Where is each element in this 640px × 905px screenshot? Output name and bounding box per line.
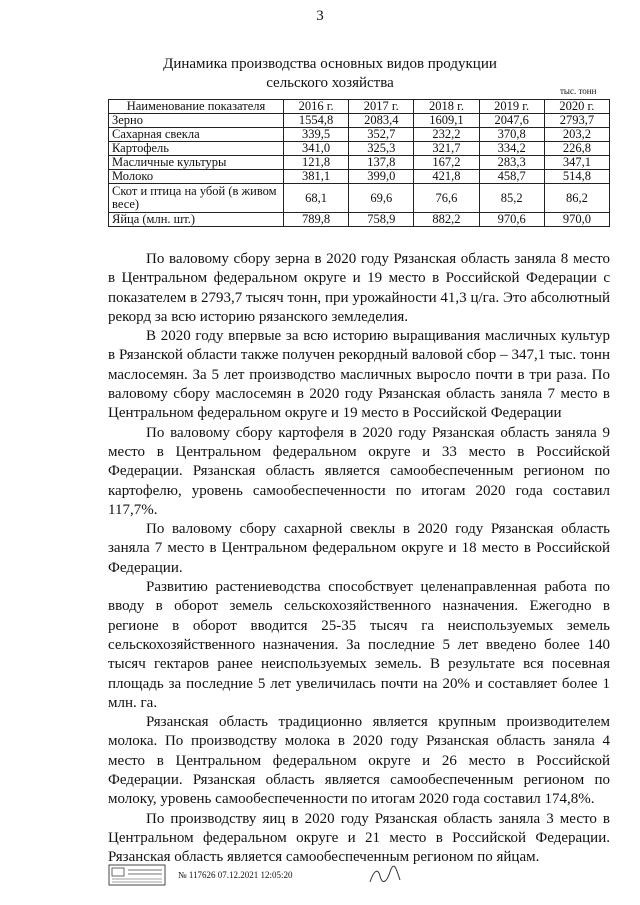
cell-value: 458,7 [479, 170, 544, 184]
table-title-line-2: сельского хозяйства [266, 75, 394, 91]
cell-value: 283,3 [479, 156, 544, 170]
cell-value: 232,2 [414, 128, 479, 142]
cell-value: 2793,7 [544, 114, 609, 128]
cell-value: 347,1 [544, 156, 609, 170]
header-indicator: Наименование показателя [109, 100, 284, 114]
table-row [109, 156, 610, 170]
row-label: Зерно [109, 114, 284, 128]
page-number: 3 [316, 8, 324, 24]
cell-value: 421,8 [414, 170, 479, 184]
header-year-2017: 2017 г. [349, 100, 414, 114]
cell-value: 69,6 [349, 184, 414, 213]
cell-value: 85,2 [479, 184, 544, 213]
paragraph-eggs: По производству яиц в 2020 году Рязанская область заняла 3 место в Центральном федеральном округе и 21 место в Российской Федерации. Рязанская область является самообеспеченным регионом по яйцам. [108, 810, 610, 866]
cell-value: 325,3 [349, 142, 414, 156]
cell-value: 2083,4 [349, 114, 414, 128]
cell-value: 381,1 [284, 170, 349, 184]
table-title [130, 55, 530, 93]
cell-value: 882,2 [414, 213, 479, 227]
cell-value: 2047,6 [479, 114, 544, 128]
cell-value: 370,8 [479, 128, 544, 142]
cell-value: 758,9 [349, 213, 414, 227]
table-row [109, 114, 610, 128]
cell-value: 1609,1 [414, 114, 479, 128]
body-text [108, 250, 610, 868]
cell-value: 970,0 [544, 213, 609, 227]
row-label: Яйца (млн. шт.) [109, 213, 284, 227]
cell-value: 321,7 [414, 142, 479, 156]
cell-value: 76,6 [414, 184, 479, 213]
cell-value: 121,8 [284, 156, 349, 170]
cell-value: 137,8 [349, 156, 414, 170]
header-year-2018: 2018 г. [414, 100, 479, 114]
paragraph-oilseeds: В 2020 году впервые за всю историю выращивания масличных культур в Рязанской области также получен рекордный валовой сбор – 347,1 тыс. тонн маслосемян. За 5 лет производство масличных выросло почти в три раза. По валовому сбору маслосемян в 2020 году Рязанская область заняла 7 место в Центральном федеральном округе и 19 место в Российской Федерации [108, 328, 610, 422]
header-year-2020: 2020 г. [544, 100, 609, 114]
paragraph-grain: По валовому сбору зерна в 2020 году Рязанская область заняла 8 место в Центральном федеральном округе и 19 место в Российской Федерации с показателем в 2793,7 тысяч тонн, при урожайности 41,3 ц/га. Это абсолютный рекорд за всю историю рязанского земледелия. [108, 251, 610, 325]
table-row [109, 213, 610, 227]
table-header-row [109, 100, 610, 114]
cell-value: 167,2 [414, 156, 479, 170]
row-label: Сахарная свекла [109, 128, 284, 142]
cell-value: 970,6 [479, 213, 544, 227]
cell-value: 341,0 [284, 142, 349, 156]
cell-value: 334,2 [479, 142, 544, 156]
table-title-line-1: Динамика производства основных видов продукции [163, 56, 497, 72]
paragraph-potato: По валовому сбору картофеля в 2020 году Рязанская область заняла 9 место в Центральном федеральном округе и 33 место в Российской Федерации. Рязанская область является самообеспеченным регионом по картофелю, уровень самообеспеченности по итогам 2020 года составил 117,7%. [108, 424, 610, 518]
production-table [108, 99, 610, 227]
document-stamp: № 117626 07.12.2021 12:05:20 [178, 870, 293, 880]
unit-label: тыс. тонн [560, 86, 597, 96]
paragraph-milk: Рязанская область традиционно является крупным производителем молока. По производству молока в 2020 году Рязанская область заняла 4 место в Центральном федеральном округе и 26 место в Российской Федерации. Рязанская область является самообеспеченным регионом по молоку, уровень самообеспеченности по итогам 2020 года составил 174,8%. [108, 714, 610, 808]
row-label: Масличные культуры [109, 156, 284, 170]
cell-value: 352,7 [349, 128, 414, 142]
table-row [109, 170, 610, 184]
table-row [109, 184, 610, 213]
header-year-2019: 2019 г. [479, 100, 544, 114]
table-row [109, 128, 610, 142]
cell-value: 1554,8 [284, 114, 349, 128]
cell-value: 399,0 [349, 170, 414, 184]
cell-value: 514,8 [544, 170, 609, 184]
row-label: Молоко [109, 170, 284, 184]
cell-value: 339,5 [284, 128, 349, 142]
paragraph-land-use: Развитию растениеводства способствует целенаправленная работа по вводу в оборот земель сельскохозяйственного назначения. Ежегодно в регионе в оборот вводится 25-35 тысяч га неиспользуемых земель сельскохозяйственного назначения. За последние 5 лет введено более 140 тысяч гектаров ранее неиспользуемых земель. В результате вся посевная площадь за последние 5 лет увеличилась почти на 20% и составляет более 1 млн. га. [108, 579, 610, 711]
cell-value: 226,8 [544, 142, 609, 156]
cell-value: 789,8 [284, 213, 349, 227]
header-year-2016: 2016 г. [284, 100, 349, 114]
paragraph-sugar-beet: По валовому сбору сахарной свеклы в 2020 году Рязанская область заняла 7 место в Центральном федеральном округе и 18 место в Российской Федерации. [108, 521, 610, 576]
cell-value: 68,1 [284, 184, 349, 213]
table-row [109, 142, 610, 156]
cell-value: 86,2 [544, 184, 609, 213]
signature-mark [366, 864, 406, 888]
row-label: Картофель [109, 142, 284, 156]
row-label: Скот и птица на убой (в живом весе) [109, 184, 284, 213]
e-signature-seal-icon [108, 864, 166, 886]
cell-value: 203,2 [544, 128, 609, 142]
footer [108, 864, 610, 888]
